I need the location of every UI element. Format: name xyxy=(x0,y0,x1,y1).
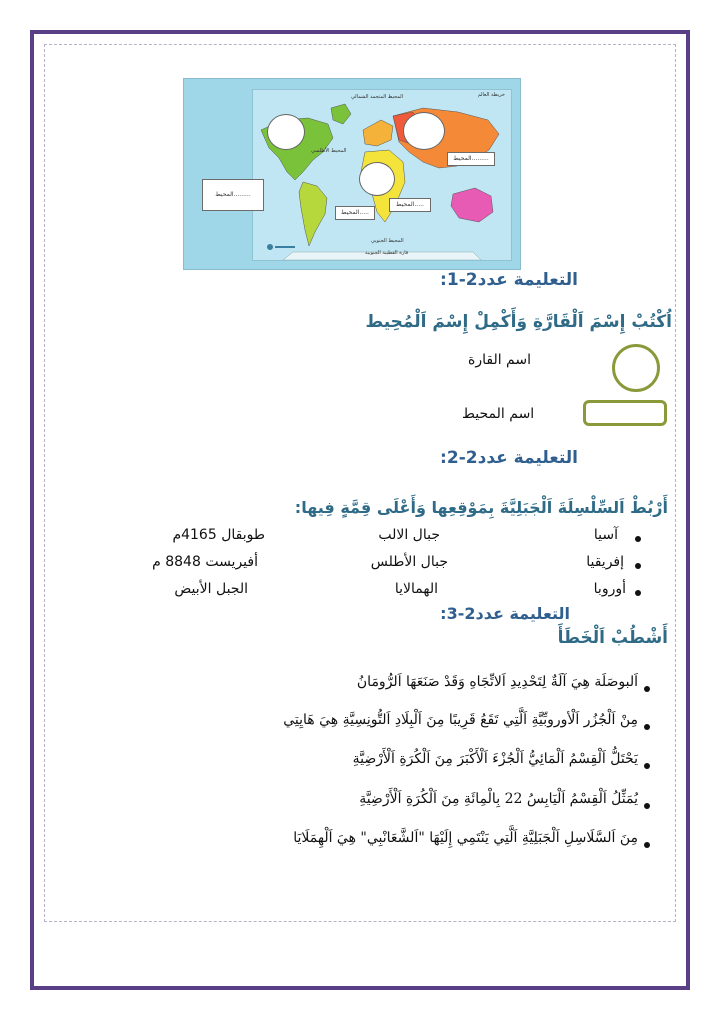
ocean-box-mid-left[interactable]: المحيط..... xyxy=(335,206,375,220)
sentence-5[interactable]: مِنَ اَلسَّلَاسِلِ اَلْجَبَلِيَّةِ اَلَّتِي يَنْتَمِي إِلَيْهَا "اَلشَّعَانْبِي" هِيَ اَلْهِمَلَايَا xyxy=(293,830,638,846)
bullet xyxy=(635,536,641,542)
section1-instruction: اُكْتُبْ إِسْمَ اَلْقَارَّةِ وَأَكْمِلْ إِسْمَ اَلْمُحِيط xyxy=(365,312,672,332)
sentence-3[interactable]: يَحْتَلُّ اَلْقِسْمُ اَلْمَائِيُّ اَلْجُزْءَ اَلْأَكْبَرَ مِنَ اَلْكُرَةِ اَلْأَرْضِيَّةِ xyxy=(352,751,638,767)
map-scale-icon xyxy=(266,243,296,251)
row3-range: الهمالايا xyxy=(394,581,438,597)
map-antarctic-label: قارة القطبية الجنوبية xyxy=(365,250,409,256)
ocean-box-left[interactable]: المحيط......... xyxy=(202,179,264,211)
blank-circle-north-america[interactable] xyxy=(267,114,305,150)
row3-peak: الجبل الأبيض xyxy=(174,581,248,597)
sentence-2[interactable]: مِنْ اَلْجُزُر اَلْأوروبِّيَّةِ اَلَّتِي تَقَعُ قَرِيبًا مِنَ اَلْبِلَادِ اَلتُّونِسِيَّةِ هِيَ هَايِتِي xyxy=(283,712,638,728)
row2-peak: أفيريست 8848 م xyxy=(152,554,258,570)
ocean-box-right[interactable]: المحيط......... xyxy=(447,152,495,166)
map-atlantic-label: المحيط الأطلسي xyxy=(311,148,347,154)
world-map xyxy=(183,78,521,270)
row2-continent: إفريقيا xyxy=(586,554,624,570)
section3-heading: التعليمة عدد2-3: xyxy=(440,604,570,623)
section2-instruction: أَرْبُطْ اَلسِّلْسِلَةَ اَلْجَبَلِيَّةَ بِمَوْقِعِها وَأَعْلَى قِمَّةٍ فِيها: xyxy=(294,498,668,517)
bullet xyxy=(635,590,641,596)
bullet xyxy=(644,686,650,692)
continent-label: اسم القارة xyxy=(468,352,531,368)
section1-heading: التعليمة عدد2-1: xyxy=(440,270,578,290)
section3-instruction: أَشْطُبْ اَلْخَطَأَ xyxy=(557,628,668,648)
map-arctic-label: المحيط المتجمد الشمالي xyxy=(351,94,403,100)
ocean-box-mid[interactable]: المحيط..... xyxy=(389,198,431,212)
ocean-label: اسم المحيط xyxy=(462,406,535,422)
bullet xyxy=(644,803,650,809)
sentence-1[interactable]: اَلبوصَلَة هِيَ آلَةٌ لِتَحْدِيدِ اَلاتِّجَاهِ وَقَدْ صَنَعَهَا اَلرُّومَانُ xyxy=(356,674,638,690)
blank-circle-africa[interactable] xyxy=(359,162,395,196)
legend-continent-circle xyxy=(612,344,660,392)
sentence-4[interactable]: يُمَثِّلُ اَلْقِسْمُ اَلْيَابِسُ 22 بِالْمِائَةِ مِنَ اَلْكُرَةِ اَلْأَرْضِيَّةِ xyxy=(359,791,638,807)
map-sea xyxy=(252,89,512,261)
map-title: خريطة العالم xyxy=(477,92,505,98)
legend-ocean-rect xyxy=(583,400,667,426)
row3-continent: أوروبا xyxy=(593,581,626,597)
bullet xyxy=(644,763,650,769)
map-southern-label: المحيط الجنوبي xyxy=(371,238,404,244)
row1-range: جبال الالب xyxy=(378,527,440,543)
bullet xyxy=(635,563,641,569)
row2-range: جبال الأطلس xyxy=(370,554,448,570)
bullet xyxy=(644,724,650,730)
row1-peak: طوبقال 4165م xyxy=(172,527,265,543)
section2-heading: التعليمة عدد2-2: xyxy=(440,448,578,468)
blank-circle-europe[interactable] xyxy=(403,112,445,150)
row1-continent: آسيا xyxy=(593,527,618,543)
bullet xyxy=(644,842,650,848)
